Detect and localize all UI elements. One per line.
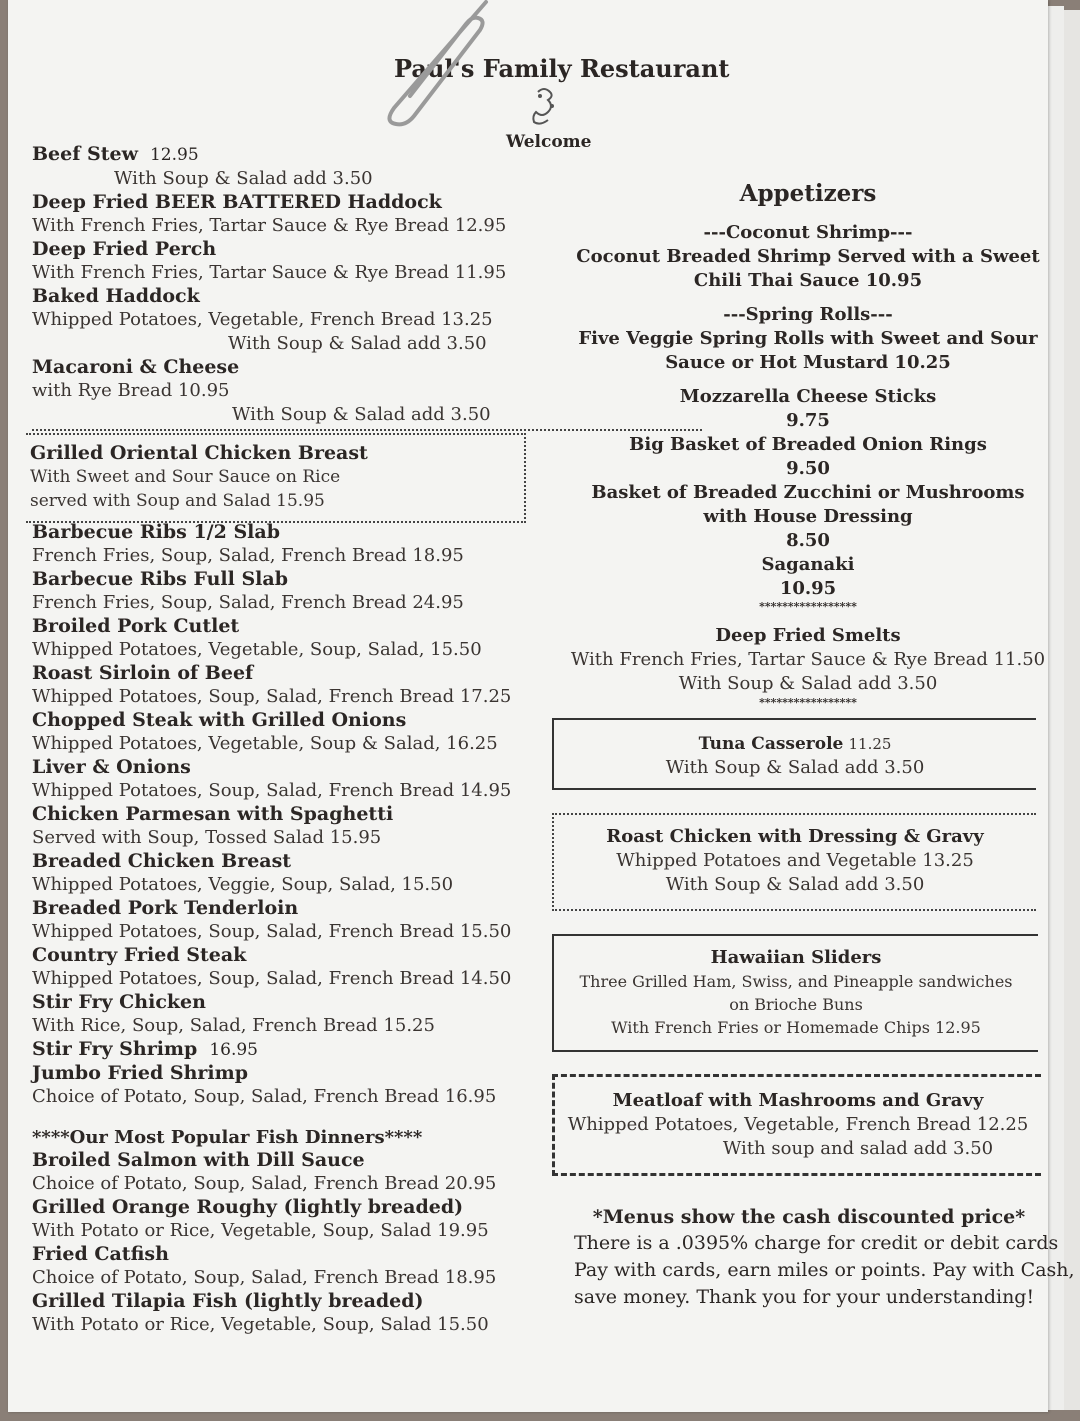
item-name-text: Chopped Steak with Grilled Onions	[32, 709, 407, 731]
item-name	[32, 615, 532, 638]
item-name-text: Chicken Parmesan with Spaghetti	[32, 803, 394, 825]
item-desc: With Potato or Rice, Vegetable, Soup, Salad 19.95	[32, 1220, 489, 1241]
item-name-text: Baked Haddock	[32, 285, 200, 307]
item-desc: With French Fries, Tartar Sauce & Rye Bread 11.95	[32, 262, 507, 283]
item-name-text: Beef Stew	[32, 143, 138, 165]
item-desc: Served with Soup, Tossed Salad 15.95	[32, 827, 382, 848]
sliders-name: Hawaiian Sliders	[710, 947, 882, 968]
item-desc: Choice of Potato, Soup, Salad, French Bread 20.95	[32, 1173, 497, 1194]
item-desc: French Fries, Soup, Salad, French Bread 18.95	[32, 545, 464, 566]
appetizer-line: Five Veggie Spring Rolls with Sweet and Sour	[578, 328, 1038, 349]
appetizer-line: ---Spring Rolls---	[723, 304, 893, 325]
item-name-text: Breaded Pork Tenderloin	[32, 897, 299, 919]
item-name-text: Broiled Salmon with Dill Sauce	[32, 1149, 365, 1171]
item-name-text: Stir Fry Shrimp	[32, 1038, 198, 1060]
roast-chicken-box	[552, 813, 1036, 911]
sliders-box	[552, 934, 1038, 1052]
appetizers-section	[568, 180, 1048, 601]
item-name-text: Barbecue Ribs Full Slab	[32, 568, 288, 590]
fish-heading: ****Our Most Popular Fish Dinners****	[32, 1127, 423, 1148]
item-name	[32, 1062, 532, 1085]
oriental-chicken-item	[30, 442, 368, 513]
item-name-text: Roast Sirloin of Beef	[32, 662, 254, 684]
appetizer-line: 9.50	[786, 458, 830, 479]
meatloaf-box	[552, 1074, 1041, 1176]
item-price: 12.95	[149, 145, 199, 165]
sliders-desc: Three Grilled Ham, Swiss, and Pineapple sandwiches	[579, 972, 1013, 991]
item-desc: With Soup & Salad add 3.50	[32, 403, 702, 431]
appetizer-line: 10.95	[779, 578, 837, 599]
cash-discount-note	[574, 1204, 1075, 1311]
item-name	[32, 356, 532, 379]
meatloaf-desc: Whipped Potatoes, Vegetable, French Bread 12.25	[567, 1114, 1029, 1135]
item-name	[32, 521, 532, 544]
appetizer-line: Chili Thai Sauce 10.95	[693, 270, 923, 291]
item-desc: With Soup & Salad add 3.50	[114, 168, 373, 189]
item-name	[32, 850, 532, 873]
tuna-name: Tuna Casserole	[698, 734, 844, 754]
item-name	[32, 1290, 532, 1313]
item-name	[32, 803, 532, 826]
item-name	[32, 1196, 532, 1219]
item-name-text: Fried Catfish	[32, 1243, 169, 1265]
sliders-desc: With French Fries or Homemade Chips 12.95	[611, 1018, 981, 1037]
item-name	[32, 897, 532, 920]
item-desc: With Rice, Soup, Salad, French Bread 15.25	[32, 1015, 435, 1036]
smelts-section	[568, 600, 1048, 710]
item-desc: Whipped Potatoes, Vegetable, Soup, Salad, 15.50	[32, 639, 482, 660]
item-desc: served with Soup and Salad 15.95	[30, 491, 325, 511]
item-name	[32, 191, 532, 214]
left-column	[32, 143, 532, 431]
item-name	[32, 991, 532, 1014]
item-name	[32, 756, 532, 779]
menu-sheet	[8, 0, 1075, 1412]
item-desc: Whipped Potatoes, Vegetable, French Bread 13.25	[32, 309, 493, 330]
roast-chicken-desc: Whipped Potatoes and Vegetable 13.25	[616, 850, 974, 871]
appetizer-line: 9.75	[786, 410, 830, 431]
item-desc: Whipped Potatoes, Soup, Salad, French Bread 14.95	[32, 780, 512, 801]
tuna-box	[552, 718, 1036, 790]
chef-logo-icon	[526, 86, 566, 128]
item-desc: With French Fries, Tartar Sauce & Rye Bread 12.95	[32, 215, 507, 236]
item-name-text: Jumbo Fried Shrimp	[32, 1062, 249, 1084]
stars-divider: *****************	[759, 696, 857, 709]
item-name-text: Stir Fry Chicken	[32, 991, 206, 1013]
sliders-desc: on Brioche Buns	[729, 995, 863, 1014]
smelts-name: Deep Fried Smelts	[715, 625, 901, 646]
item-name-text: Barbecue Ribs 1/2 Slab	[32, 521, 280, 543]
item-name	[32, 143, 532, 167]
item-name-text: Grilled Tilapia Fish (lightly breaded)	[32, 1290, 424, 1312]
meatloaf-add: With soup and salad add 3.50	[722, 1138, 994, 1159]
appetizer-line: with House Dressing	[703, 506, 913, 527]
roast-chicken-add: With Soup & Salad add 3.50	[665, 874, 925, 895]
item-desc: Whipped Potatoes, Soup, Salad, French Bread 17.25	[32, 686, 512, 707]
item-desc: with Rye Bread 10.95	[32, 380, 230, 401]
item-desc: With Sweet and Sour Sauce on Rice	[30, 467, 341, 487]
appetizer-line: Mozzarella Cheese Sticks	[679, 386, 937, 407]
item-desc: Choice of Potato, Soup, Salad, French Bread 18.95	[32, 1267, 497, 1288]
item-name-text: Breaded Chicken Breast	[32, 850, 292, 872]
appetizer-line: Big Basket of Breaded Onion Rings	[629, 434, 987, 455]
fish-dinners	[32, 1126, 532, 1337]
item-desc: With Soup & Salad add 3.50	[228, 333, 487, 354]
item-name	[32, 662, 532, 685]
item-desc: With Potato or Rice, Vegetable, Soup, Salad 15.50	[32, 1314, 489, 1335]
restaurant-title: Paul's Family Restaurant	[394, 54, 730, 83]
item-name-text: Deep Fried BEER BATTERED Haddock	[32, 191, 442, 213]
smelts-add: With Soup & Salad add 3.50	[678, 673, 938, 694]
paperclip-icon	[376, 0, 496, 130]
item-desc: French Fries, Soup, Salad, French Bread 24.95	[32, 592, 464, 613]
appetizer-line: Saganaki	[761, 554, 855, 575]
item-name	[32, 1038, 532, 1062]
item-desc: Whipped Potatoes, Soup, Salad, French Bread 15.50	[32, 921, 512, 942]
stars-divider: *****************	[759, 600, 857, 613]
item-name-text: Deep Fried Perch	[32, 238, 217, 260]
item-name	[32, 944, 532, 967]
left-column-lower	[32, 521, 532, 1109]
item-name-text: Grilled Orange Roughy (lightly breaded)	[32, 1196, 464, 1218]
item-name	[32, 238, 532, 261]
item-name-text: Country Fried Steak	[32, 944, 247, 966]
smelts-desc: With French Fries, Tartar Sauce & Rye Bread 11.50	[570, 649, 1046, 670]
item-name	[32, 285, 532, 308]
item-desc: Whipped Potatoes, Veggie, Soup, Salad, 15.50	[32, 874, 454, 895]
item-name	[32, 1243, 532, 1266]
item-name	[32, 568, 532, 591]
note-heading: *Menus show the cash discounted price*	[592, 1206, 1026, 1228]
appetizer-line: Coconut Breaded Shrimp Served with a Sweet	[576, 246, 1040, 267]
note-line: save money. Thank you for your understanding!	[574, 1286, 1035, 1308]
item-name-text: Broiled Pork Cutlet	[32, 615, 240, 637]
item-desc: Choice of Potato, Soup, Salad, French Bread 16.95	[32, 1086, 497, 1107]
item-name	[32, 709, 532, 732]
item-desc: Whipped Potatoes, Vegetable, Soup & Salad, 16.25	[32, 733, 498, 754]
tuna-price: 11.25	[848, 735, 892, 753]
item-name-text: Macaroni & Cheese	[32, 356, 240, 378]
note-line: Pay with cards, earn miles or points. Pay with Cash,	[574, 1259, 1075, 1281]
note-line: There is a .0395% charge for credit or debit cards	[574, 1232, 1059, 1254]
appetizer-line: ---Coconut Shrimp---	[703, 222, 913, 243]
item-price: 16.95	[209, 1040, 258, 1060]
appetizer-line: Sauce or Hot Mustard 10.25	[665, 352, 951, 373]
welcome-text: Welcome	[506, 132, 592, 152]
meatloaf-name: Meatloaf with Mashrooms and Gravy	[612, 1090, 984, 1111]
appetizer-line: 8.50	[786, 530, 830, 551]
item-name: Grilled Oriental Chicken Breast	[30, 442, 368, 464]
item-name	[32, 1149, 532, 1172]
roast-chicken-name: Roast Chicken with Dressing & Gravy	[606, 826, 984, 847]
appetizers-heading: Appetizers	[739, 180, 877, 207]
tuna-add: With Soup & Salad add 3.50	[665, 757, 925, 778]
item-name-text: Liver & Onions	[32, 756, 191, 778]
appetizer-line: Basket of Breaded Zucchini or Mushrooms	[591, 482, 1025, 503]
item-desc: Whipped Potatoes, Soup, Salad, French Bread 14.50	[32, 968, 512, 989]
